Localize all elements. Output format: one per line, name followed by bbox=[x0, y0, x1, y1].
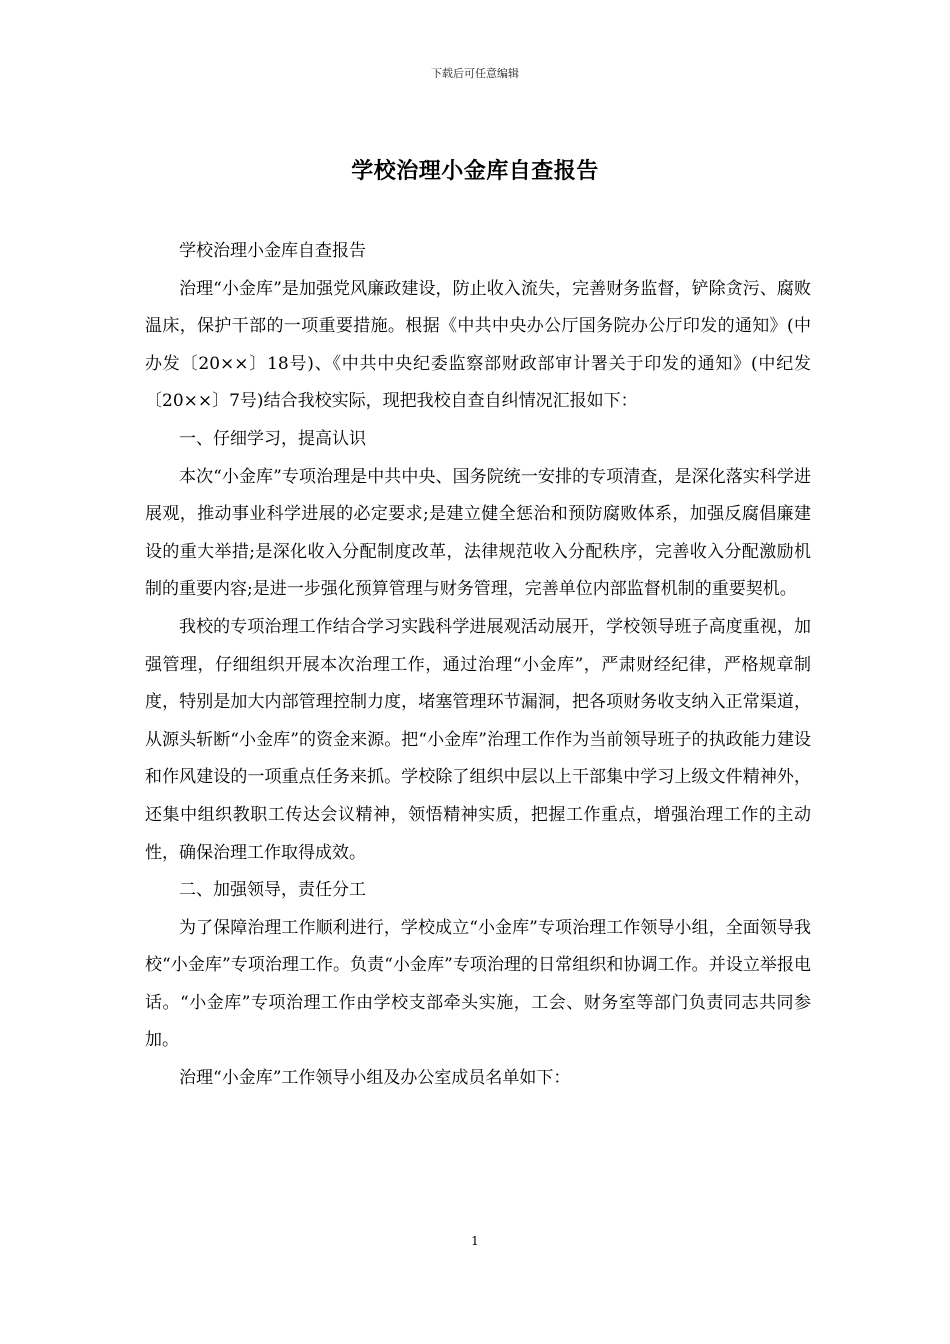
page-header-note: 下载后可任意编辑 bbox=[431, 67, 519, 80]
paragraph-section-1-b: 我校的专项治理工作结合学习实践科学进展观活动展开，学校领导班子高度重视，加强管理，仔细组织开展本次治理工作，通过治理“小金库”，严肃财经纪律，严格规章制度，特别是加大内部管理控制力度，堵塞管理环节漏洞，把各项财务收支纳入正常渠道，从源头斩断“小金库”的资金来源。把“小金库”治理工作作为当前领导班子的执政能力建设和作风建设的一项重点任务来抓。学校除了组织中层以上干部集中学习上级文件精神外，还集中组织教职工传达会议精神，领悟精神实质，把握工作重点，增强治理工作的主动性，确保治理工作取得成效。 bbox=[145, 616, 811, 863]
section-heading-1: 一、仔细学习，提高认识 bbox=[179, 428, 366, 449]
paragraph-section-2-b: 治理“小金库”工作领导小组及办公室成员名单如下： bbox=[179, 1068, 571, 1089]
paragraph-intro: 治理“小金库”是加强党风廉政建设，防止收入流失，完善财务监督，铲除贪污、腐败温床，保护干部的一项重要措施。根据《中共中央办公厅国务院办公厅印发的通知》(中办发〔20××〕18号)、《中共中央纪委监察部财政部审计署关于印发的通知》(中纪发〔20××〕7号)结合我校实际，现把我校自查自纠情况汇报如下： bbox=[145, 278, 811, 412]
paragraph-subtitle: 学校治理小金库自查报告 bbox=[179, 241, 366, 261]
document-body bbox=[145, 233, 811, 1098]
paragraph-section-1-a: 本次“小金库”专项治理是中共中央、国务院统一安排的专项清查，是深化落实科学进展观，推动事业科学进展的必定要求;是建立健全惩治和预防腐败体系，加强反腐倡廉建设的重大举措;是深化收入分配制度改革，法律规范收入分配秩序，完善收入分配激励机制的重要内容;是进一步强化预算管理与财务管理，完善单位内部监督机制的重要契机。 bbox=[145, 466, 811, 600]
paragraph-section-2-a: 为了保障治理工作顺利进行，学校成立“小金库”专项治理工作领导小组，全面领导我校“小金库”专项治理工作。负责“小金库”专项治理的日常组织和协调工作。并设立举报电话。“小金库”专项治理工作由学校支部牵头实施，工会、财务室等部门负责同志共同参加。 bbox=[145, 917, 811, 1051]
document-title: 学校治理小金库自查报告 bbox=[351, 158, 599, 184]
page-number: 1 bbox=[471, 1234, 479, 1248]
section-heading-2: 二、加强领导，责任分工 bbox=[179, 880, 366, 901]
